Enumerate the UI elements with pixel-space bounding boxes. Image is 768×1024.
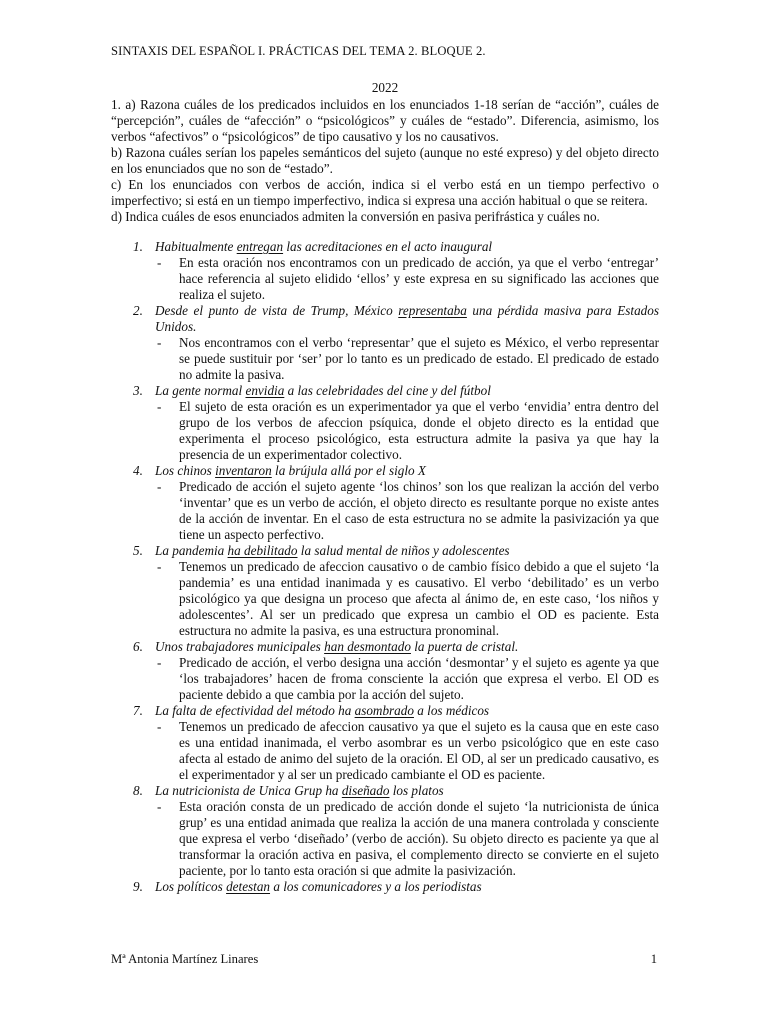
verb-underlined: asombrado <box>354 703 414 718</box>
verb-underlined: envidia <box>245 383 285 398</box>
example-sentence: La nutricionista de Unica Grup ha diseñado los platos <box>155 783 444 798</box>
analysis-comment: - Nos encontramos con el verbo ‘representar’ que el sujeto es México, el verbo representar se puede sustituir por ‘ser’ por lo tanto es un predicado de estado. El predicado de estado no admite la pasiva. <box>157 335 659 382</box>
instruction-d: d) Indica cuáles de esos enunciados admiten la conversión en pasiva perifrástica y cuáles no. <box>111 209 600 224</box>
page-header: SINTAXIS DEL ESPAÑOL I. PRÁCTICAS DEL TEMA 2. BLOQUE 2. <box>111 44 486 58</box>
item-number: 9. <box>133 879 143 894</box>
verb-underlined: inventaron <box>215 463 272 478</box>
example-sentence: Unos trabajadores municipales han desmontado la puerta de cristal. <box>155 639 519 654</box>
example-sentence: Desde el punto de vista de Trump, México representaba una pérdida masiva para Estados Unidos. <box>155 303 659 334</box>
item-number: 3. <box>133 383 143 398</box>
example-sentence: La pandemia ha debilitado la salud mental de niños y adolescentes <box>155 543 510 558</box>
analysis-comment: - Predicado de acción, el verbo designa una acción ‘desmontar’ y el sujeto es agente ya que ‘los trabajadores’ hacen de froma consciente la acción que expresa el verbo. El OD es paciente debido a que cambia por la acción del sujeto. <box>157 655 659 702</box>
example-sentence: Los políticos detestan a los comunicadores y a los periodistas <box>155 879 482 894</box>
item-number: 6. <box>133 639 143 654</box>
document-body <box>111 80 659 895</box>
list-item <box>111 639 659 703</box>
list-item <box>111 783 659 879</box>
page-footer <box>111 952 657 967</box>
verb-underlined: ha debilitado <box>227 543 298 558</box>
item-number: 5. <box>133 543 143 558</box>
verb-underlined: han desmontado <box>324 639 411 654</box>
analysis-comment: - Tenemos un predicado de afeccion causativo o de cambio físico debido a que el sujeto ‘la pandemia’ es una entidad inanimada y es causativo. El verbo ‘debilitado’ es un verbo psicológico ya que designa un proceso que afecta al ánimo de, en este caso, ‘los niños y adolescentes’. Al ser un predicado que expresa un cambio el OD es paciente. Esta estructura no admite la pasiva, es una estructura pronominal. <box>157 559 659 638</box>
list-item <box>111 703 659 783</box>
instruction-c: c) En los enunciados con verbos de acción, indica si el verbo está en un tiempo perfectivo o imperfectivo; si está en un tiempo imperfectivo, indica si expresa una acción habitual o que se reitera. <box>111 177 659 208</box>
list-item <box>111 239 659 303</box>
list-item <box>111 383 659 463</box>
example-sentence: Habitualmente entregan las acreditaciones en el acto inaugural <box>155 239 493 254</box>
exercise-instructions <box>111 97 659 225</box>
list-item <box>111 879 659 895</box>
example-sentence: Los chinos inventaron la brújula allá por el siglo X <box>155 463 426 478</box>
instruction-a: 1. a) Razona cuáles de los predicados incluidos en los enunciados 1-18 serían de “acción”, cuáles de “percepción”, cuáles de “afección” o “psicológicos” y cuáles de “estado”. Diferencia, asimismo, los verbos “afectivos” o “psicológicos” de tipo causativo y los no causativos. <box>111 97 659 144</box>
list-item <box>111 303 659 383</box>
item-number: 8. <box>133 783 143 798</box>
year-heading: 2022 <box>371 80 399 95</box>
verb-underlined: diseñado <box>341 783 390 798</box>
analysis-comment: - Esta oración consta de un predicado de acción donde el sujeto ‘la nutricionista de única grup’ es una entidad animada que realiza la acción de una manera controlada y consciente que expresa el verbo ‘diseñado’ (verbo de acción). Su objeto directo es paciente ya que al transformar la oración activa en pasiva, el complemento directo se convierte en el sujeto paciente, por lo tanto esta oración si que admite la pasivización. <box>157 799 659 878</box>
item-number: 1. <box>133 239 143 254</box>
list-item <box>111 543 659 639</box>
sentence-list <box>111 239 659 895</box>
item-number: 2. <box>133 303 143 318</box>
verb-underlined: detestan <box>226 879 271 894</box>
verb-underlined: entregan <box>236 239 284 254</box>
footer-author: Mª Antonia Martínez Linares <box>111 952 259 966</box>
verb-underlined: representaba <box>398 303 467 318</box>
instruction-b: b) Razona cuáles serían los papeles semánticos del sujeto (aunque no esté expreso) y del objeto directo en los enunciados que no son de “estado”. <box>111 145 659 176</box>
page-number: 1 <box>650 952 657 966</box>
analysis-comment: - En esta oración nos encontramos con un predicado de acción, ya que el verbo ‘entregar’ hace referencia al sujeto elidido ‘ellos’ y este expresa en su significado las acciones que realiza el sujeto. <box>157 255 659 302</box>
example-sentence: La gente normal envidia a las celebridades del cine y del fútbol <box>155 383 491 398</box>
list-item <box>111 463 659 543</box>
analysis-comment: - Tenemos un predicado de afeccion causativo ya que el sujeto es la causa que en este caso es una entidad inanimada, el verbo asombrar es un verbo psicológico que en este caso afecta al estado de animo del sujeto de la oración. El OD, al ser un predicado causativo, es el experimentador y al ser un predicado cambiante el OD es paciente. <box>157 719 659 782</box>
item-number: 4. <box>133 463 143 478</box>
item-number: 7. <box>133 703 143 718</box>
analysis-comment: - Predicado de acción el sujeto agente ‘los chinos’ son los que realizan la acción del verbo ‘inventar’ que es un verbo de acción, el objeto directo es resultante porque no existe antes de la acción de inventar. En el caso de esta estructura no se admite la pasivización ya que tiene un aspecto perfectivo. <box>157 479 659 542</box>
analysis-comment: - El sujeto de esta oración es un experimentador ya que el verbo ‘envidia’ entra dentro del grupo de los verbos de afeccion psíquica, donde el objeto directo es la entidad que experimenta el proceso psicológico, esta estructura admite la pasiva ya que hay la presencia de un experimentador colectivo. <box>157 399 659 462</box>
example-sentence: La falta de efectividad del método ha asombrado a los médicos <box>155 703 490 718</box>
